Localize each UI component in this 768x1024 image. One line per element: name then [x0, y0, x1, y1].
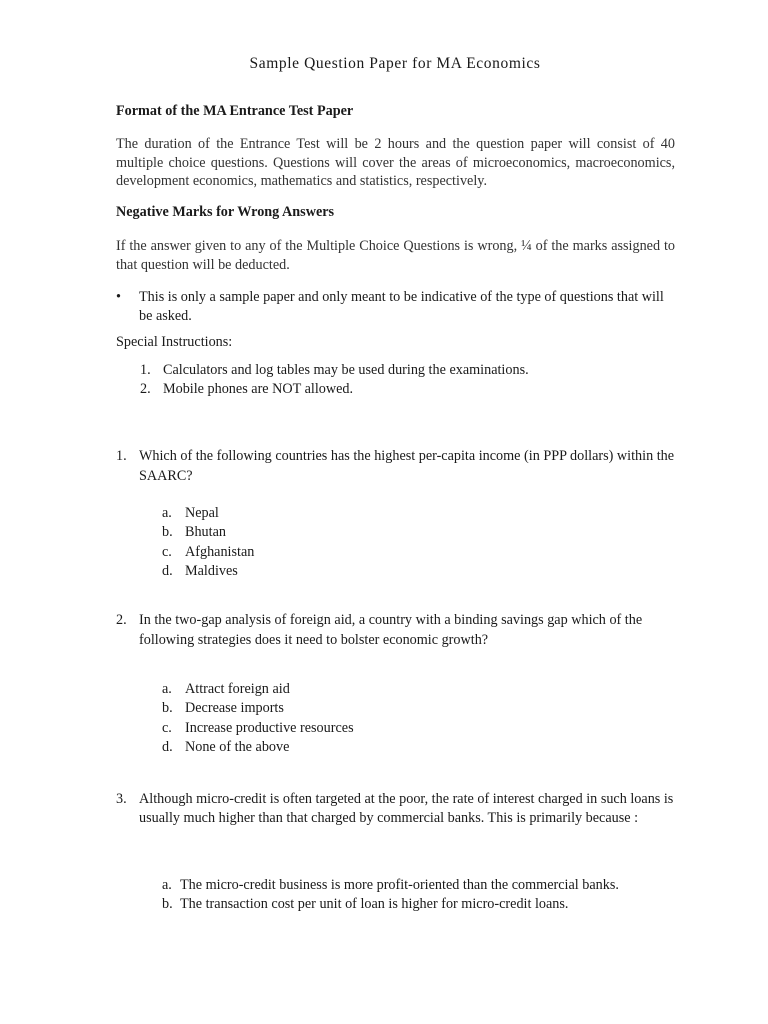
instruction-text: Calculators and log tables may be used during the examinations.	[163, 362, 529, 378]
option-letter: a.	[162, 877, 172, 893]
option-letter: d.	[162, 562, 173, 579]
option-text: Increase productive resources	[185, 719, 354, 736]
bullet-icon: •	[116, 289, 121, 305]
format-body: The duration of the Entrance Test will be 2 hours and the question paper will consist of 40 multiple choice questions. Questions will cover the areas of microeconomics, macroeconomics, development economics, mathematics and statistics, respectively.	[116, 136, 675, 189]
question-text: Although micro-credit is often targeted at the poor, the rate of interest charged in such loans is usually much higher than that charged by commercial banks. This is primarily because :	[139, 791, 674, 826]
question-number: 3.	[116, 791, 127, 807]
option-text: None of the above	[185, 738, 290, 755]
negative-marks-body: If the answer given to any of the Multiple Choice Questions is wrong, ¼ of the marks assigned to that question will be deducted.	[116, 238, 675, 273]
option-text: The transaction cost per unit of loan is higher for micro-credit loans.	[180, 896, 569, 913]
option-text: Bhutan	[185, 524, 226, 541]
option-text: The micro-credit business is more profit-oriented than the commercial banks.	[180, 877, 619, 893]
option-text: Attract foreign aid	[185, 681, 290, 697]
instruction-number: 2.	[140, 381, 151, 397]
instruction-number: 1.	[140, 362, 151, 378]
format-heading: Format of the MA Entrance Test Paper	[116, 103, 354, 119]
option-text: Decrease imports	[185, 700, 284, 717]
option-letter: d.	[162, 738, 173, 755]
question-text: In the two-gap analysis of foreign aid, a country with a binding savings gap which of the following strategies does it need to bolster economic growth?	[139, 612, 643, 648]
option-letter: a.	[162, 505, 172, 521]
negative-marks-heading: Negative Marks for Wrong Answers	[116, 204, 335, 220]
option-letter: c.	[162, 719, 172, 736]
option-letter: b.	[162, 700, 173, 717]
sample-note-text: This is only a sample paper and only meant to be indicative of the type of questions that will be asked.	[139, 289, 664, 324]
question-text: Which of the following countries has the highest per-capita income (in PPP dollars) within the SAARC?	[139, 448, 675, 484]
option-text: Maldives	[185, 562, 238, 579]
option-letter: b.	[162, 524, 173, 541]
option-letter: b.	[162, 896, 173, 913]
option-text: Afghanistan	[185, 543, 255, 560]
option-letter: c.	[162, 543, 172, 560]
option-letter: a.	[162, 681, 172, 697]
question-number: 1.	[116, 448, 127, 464]
question-number: 2.	[116, 612, 127, 628]
page-title: Sample Question Paper for MA Economics	[249, 55, 541, 72]
instruction-text: Mobile phones are NOT allowed.	[163, 381, 354, 397]
special-instructions-heading: Special Instructions:	[116, 334, 233, 350]
option-text: Nepal	[185, 505, 219, 521]
